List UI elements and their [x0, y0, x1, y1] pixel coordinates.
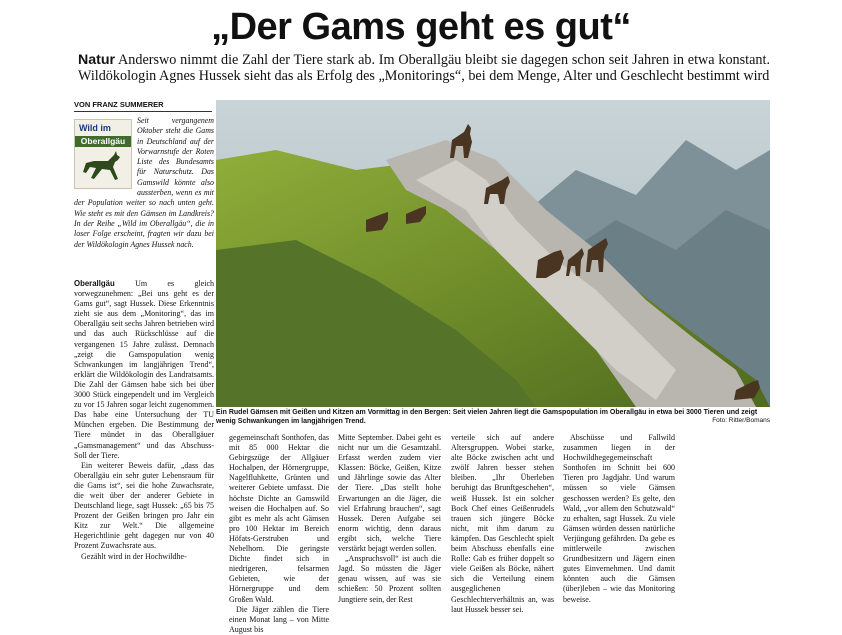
subhead-text: Anderswo nimmt die Zahl der Tiere stark ab. Im Oberallgäu bleibt sie dagegen schon seit Jahren in etwa konstant. Wildökologin Agnes Hussek sieht das als Erfolg des „Monitorings“, bei dem Menge, Alter und Geschlecht bestimmt wird	[78, 52, 770, 84]
paragraph: gegemeinschaft Sonthofen, das mit 85 000 Hektar die Gebirgszüge der Allgäuer Hochalpen, der Hörnergruppe, Nagelfluhkette, Grünten und weiterer Gebiete umfasst. Die höchste Dichte an Gamswild weisen die Hochalpen auf. So gibt es mehr als acht Gämsen pro 100 Hektar im Bereich Höfats-Gerstruben und Nebelhorn. Die geringste Dichte findet sich in niedrigeren, felsarmen Gebieten, wie der Hörnergruppe und dem Großen Wald.	[229, 433, 329, 604]
badge-line1: Wild im	[79, 123, 111, 133]
mountain-photo-illustration	[216, 100, 770, 407]
paragraph: Abschüsse und Fallwild zusammen liegen in der Hochwildhegegemeinschaft Sonthofen im Schnitt bei 600 Tieren pro Jagdjahr. Und warum müssen so viele Gämsen geschossen werden? Es gelte, den Wald, „vor allem den Schutzwald“ zu erhalten, sagt Hussek. Zu viele Gämsen würden dessen natürliche Verjüngung gefährden. Da gebe es mittlerweile zwischen Grundbesitzern und Jägern einen gutes Einvernehmen. Und damit könnten auch die Gämsen (über)leben – wie das Monitoring beweise.	[563, 433, 675, 604]
paragraph	[74, 279, 214, 461]
photo-credit: Foto: Ritter/Bomans	[712, 417, 770, 424]
paragraph: Gezählt wird in der Hochwildhe-	[81, 551, 187, 561]
article-column-2	[229, 433, 329, 635]
intro-text	[74, 116, 214, 250]
paragraph-text: Um es gleich vorwegzunehmen: „Bei uns geht es der Gams gut“, sagt Hussek. Diese Erkenntnis zieht sie aus dem „Monitoring“, das im Oberallgäu seit sechs Jahren betrieben wird und das auch Rückschlüsse auf die vergangenen 15 Jahre zulässt. Demnach „zeigt die Gamspopulation wenig Schwankungen im langjährigen Trend“, erklärt die Wildökologin des Landratsamts. Die Zahl der Gämsen habe sich bei über 3000 Stück eingependelt und im Vergleich zu vor 15 Jahren sogar leicht zugenommen. Das habe eine Untersuchung der TU München ergeben. Die Bestimmung der Tiere mündet in das Oberallgäuer „Gamsmanagement“ und das Abschuss-Soll der Tiere.	[74, 279, 214, 460]
article-column-3	[338, 433, 441, 605]
article-column-4	[451, 433, 554, 615]
badge-line2: Oberallgäu	[75, 136, 131, 147]
chamois-icon	[80, 149, 126, 185]
headline: „Der Gams geht es gut“	[211, 6, 631, 48]
paragraph: Mitte September. Dabei geht es nicht nur um die Gesamtzahl. Erfasst werden zudem vier Klassen: Böcke, Geißen, Kitze und Jährlinge sowie das Alter der Tiere. „Das stellt hohe Erwartungen an die Jäger, die viel Erfahrung brauchen“, sagt Hussek. Deren Aufgabe sei enorm wichtig, denn daraus ergibt sich, welche Tiere verstärkt bejagt werden sollen.	[338, 433, 441, 554]
paragraph: Ein weiterer Beweis dafür, „dass das Oberallgäu ein sehr guter Lebensraum für die Gams ist“, sei die hohe Zuwachsrate, die weit über der anderer Gebiete in Deutschland liege, sagt Hussek: „65 bis 75 Prozent der Geißen bringen pro Jahr ein Kitz zur Welt.“ Die allgemeine Hegerichtlinie geht dagegen nur von 40 Prozent Zuwachsrate aus.	[74, 460, 214, 551]
subhead-kicker: Natur	[78, 52, 116, 68]
intro-body: Seit vergangenem Oktober steht die Gams in Deutschland auf der Vorwarnstufe der Roten Liste des Bundesamts für Naturschutz. Das Gamswild könnte also aussterben, wenn es mit der Population weiter so nach unten geht. Wie steht es mit den Gämsen im Landkreis? In der Reihe „Wild im Oberallgäu“, die in loser Folge erscheint, fragten wir dazu bei der Wildökologin Agnes Hussek nach.	[74, 116, 214, 249]
dateline: Oberallgäu	[74, 279, 115, 288]
subhead	[78, 52, 770, 84]
article-column-1	[74, 279, 214, 562]
photo-caption: Ein Rudel Gämsen mit Geißen und Kitzen am Vormittag in den Bergen: Seit vielen Jahren liegt die Gamspopulation im Oberallgäu in etwa bei 3000 Tieren und zeigt wenig Schwankungen im langjährigen Trend.	[216, 409, 758, 425]
byline: VON FRANZ SUMMERER	[74, 100, 212, 112]
chamois-photo	[216, 100, 770, 407]
paragraph: Die Jäger zählen die Tiere einen Monat lang – von Mitte August bis	[229, 604, 329, 634]
paragraph: „Anspruchsvoll“ ist auch die Jagd. So müssten die Jäger genau wissen, auf was sie schießen: 50 Prozent sollten Jungtiere sein, der Rest	[338, 554, 441, 604]
series-badge	[74, 119, 132, 189]
paragraph: verteile sich auf andere Altersgruppen. Wobei starke, alte Böcke zwischen acht und zwölf Jahren besser stehen bleiben. „Ihr Überleben beruhigt das Brunftgeschehen“, weiß Hussek. Ist ein solcher Bock Chef eines Geißenrudels trauen sich jüngere Böcke nicht, mit ihm darum zu kämpfen. Das Geschlecht spielt beim Abschuss ebenfalls eine Rolle: Gab es früher doppelt so viele Geißen als Böcke, nähert sich die Verteilung einem ausgeglichenen Geschlechterverhältnis an, was laut Hussek besser sei.	[451, 433, 554, 614]
article-column-5	[563, 433, 675, 605]
